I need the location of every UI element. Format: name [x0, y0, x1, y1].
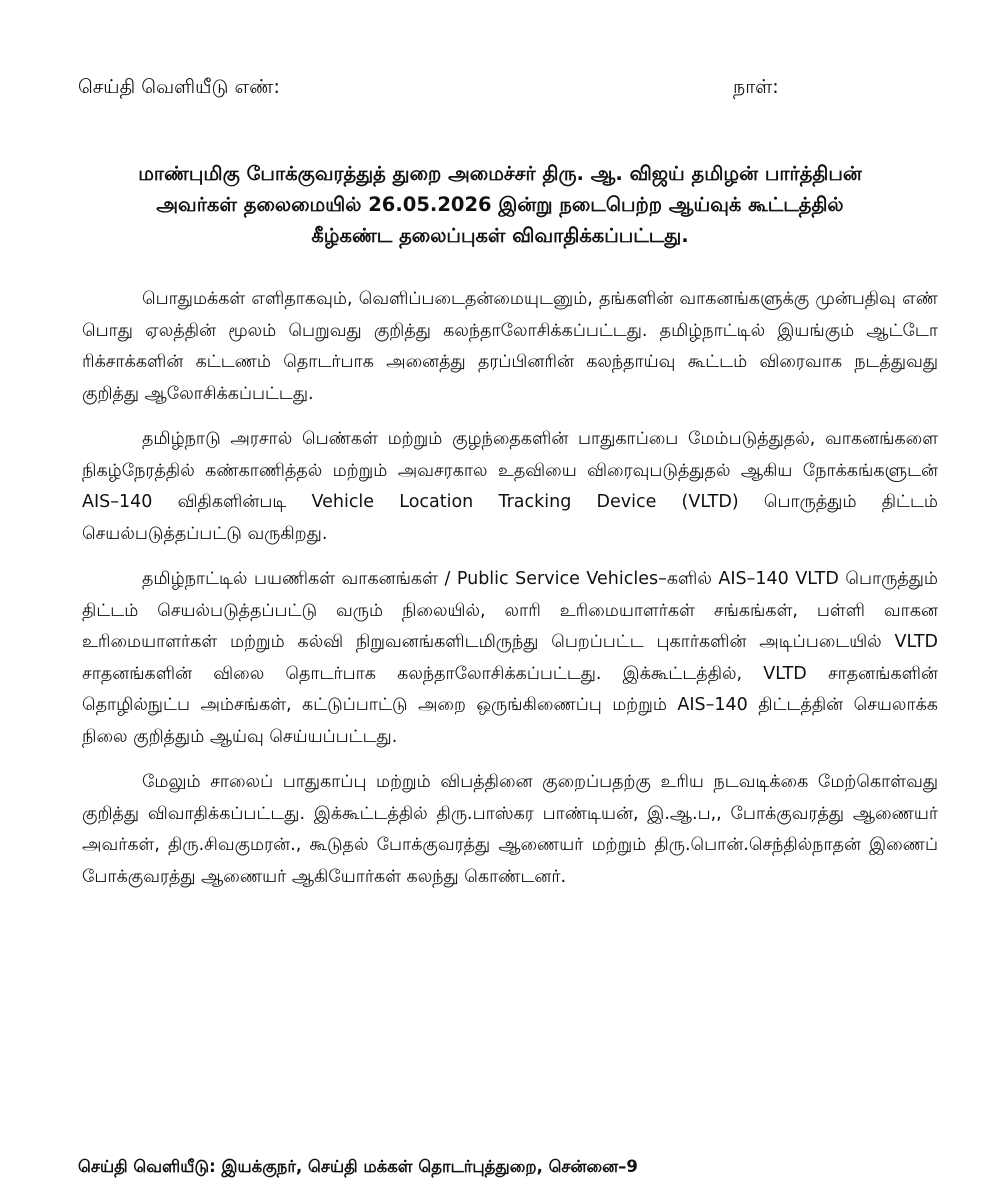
- paragraph-vltd-pricing: தமிழ்நாட்டில் பயணிகள் வாகனங்கள் / Public Service Vehicles–களில் AIS–140 VLTD பொருத்தும் திட்டம் செயல்படுத்தப்பட்டு வரும் நிலையில், லாரி உரிமையாளர்கள் சங்கங்கள், பள்ளி வாகன உரிமையாளர்கள் மற்றும் கல்வி நிறுவனங்களிடமிருந்து பெறப்பட்ட புகார்களின் அடிப்படையில் VLTD சாதனங்களின் விலை தொடர்பாக கலந்தாலோசிக்கப்பட்டது. இக்கூட்டத்தில், VLTD சாதனங்களின் தொழில்நுட்ப அம்சங்கள், கட்டுப்பாட்டு அறை ஒருங்கிணைப்பு மற்றும் AIS–140 திட்டத்தின் செயலாக்க நிலை குறித்தும் ஆய்வு செய்யப்பட்டது.: [82, 569, 938, 747]
- header-row: [78, 76, 938, 108]
- paragraph-vltd-scheme: தமிழ்நாடு அரசால் பெண்கள் மற்றும் குழந்தைகளின் பாதுகாப்பை மேம்படுத்துதல், வாகனங்களை நிகழ்நேரத்தில் கண்காணித்தல் மற்றும் அவசரகால உதவியை விரைவுபடுத்துதல் ஆகிய நோக்கங்களுடன் AIS–140 விதிகளின்படி Vehicle Location Tracking Device (VLTD) பொருத்தும் திட்டம் செயல்படுத்தப்பட்டு வருகிறது.: [82, 429, 938, 544]
- date-label: நாள்:: [733, 76, 779, 98]
- release-number-label: செய்தி வெளியீடு எண்:: [78, 76, 280, 98]
- paragraph-road-safety-attendees: மேலும் சாலைப் பாதுகாப்பு மற்றும் விபத்தினை குறைப்பதற்கு உரிய நடவடிக்கை மேற்கொள்வது குறித்து விவாதிக்கப்பட்டது. இக்கூட்டத்தில் திரு.பாஸ்கர பாண்டியன், இ.ஆ.ப,, போக்குவரத்து ஆணையர் அவர்கள், திரு.சிவகுமரன்., கூடுதல் போக்குவரத்து ஆணையர் மற்றும் திரு.பொன்.செந்தில்நாதன் இணைப் போக்குவரத்து ஆணையர் ஆகியோர்கள் கலந்து கொண்டனர்.: [82, 772, 938, 887]
- press-release-title: [60, 158, 940, 251]
- title-line-1: மாண்புமிகு போக்குவரத்துத் துறை அமைச்சர் திரு. ஆ. விஜய் தமிழன் பார்த்திபன்: [138, 162, 862, 185]
- title-line-2: அவர்கள் தலைமையில் 26.05.2026 இன்று நடைபெற்ற ஆய்வுக் கூட்டத்தில்: [156, 193, 844, 216]
- paragraph-registration-auction: பொதுமக்கள் எளிதாகவும், வெளிப்படைதன்மையுடனும், தங்களின் வாகனங்களுக்கு முன்பதிவு எண் பொது ஏலத்தின் மூலம் பெறுவது குறித்து கலந்தாலோசிக்கப்பட்டது. தமிழ்நாட்டில் இயங்கும் ஆட்டோ ரிக்சாக்களின் கட்டணம் தொடர்பாக அனைத்து தரப்பினரின் கலந்தாய்வு கூட்டம் விரைவாக நடத்துவது குறித்து ஆலோசிக்கப்பட்டது.: [82, 289, 938, 404]
- title-line-3: கீழ்கண்ட தலைப்புகள் விவாதிக்கப்பட்டது.: [311, 224, 689, 247]
- press-release-body: [82, 284, 938, 907]
- issuer-footer: செய்தி வெளியீடு: இயக்குநர், செய்தி மக்கள் தொடர்புத்துறை, சென்னை–9: [78, 1157, 638, 1176]
